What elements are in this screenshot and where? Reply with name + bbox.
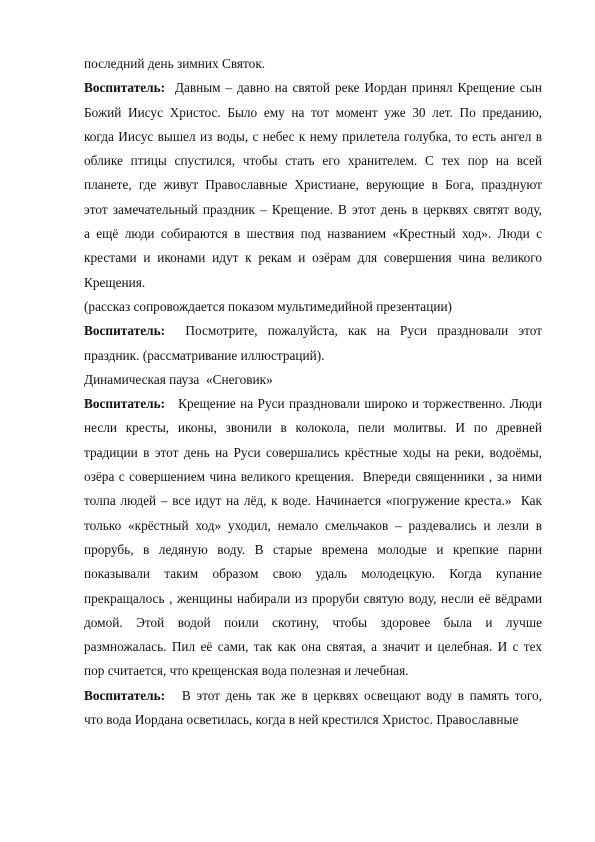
line-text: озёра с совершением чина великого крещения. Впереди священники , за ними: [84, 469, 542, 485]
line-text: Божий Иисус Христос. Было ему на тот момент уже 30 лет. По преданию,: [84, 104, 542, 120]
line-text: крестами и иконами идут к рекам и озёрам для совершения чина великого: [84, 250, 542, 266]
text-line: [84, 319, 542, 343]
document-body: [84, 52, 542, 732]
line-text: Давным – давно на святой реке Иордан принял Крещение сын: [165, 80, 542, 96]
line-text: облике птицы спустился, чтобы стать его хранителем. С тех пор на всей: [84, 153, 542, 169]
text-line: [84, 441, 542, 465]
speaker-label: Воспитатель:: [84, 396, 166, 412]
line-text: прорубь, в ледяную воду. В старые времена молодые и крепкие парни: [84, 541, 542, 557]
line-text: когда Иисус вышел из воды, с небес к нему прилетела голубка, то есть ангел в: [84, 128, 542, 144]
text-line: [84, 635, 542, 659]
text-line: [84, 416, 542, 440]
text-line: [84, 465, 542, 489]
text-line: [84, 52, 542, 76]
line-text: праздник. (рассматривание иллюстраций).: [84, 347, 325, 363]
line-text: Крещение на Руси праздновали широко и торжественно. Люди: [165, 396, 542, 412]
text-line: [84, 149, 542, 173]
text-line: [84, 514, 542, 538]
text-line: [84, 562, 542, 586]
text-line: [84, 587, 542, 611]
line-text: последний день зимних Святок.: [84, 56, 266, 71]
text-line: [84, 489, 542, 513]
text-line: [84, 295, 542, 319]
line-text: размножалась. Пил её сами, так как она святая, а значит и целебная. И с тех: [84, 639, 542, 655]
line-text: В этот день так же в церквях освещают воду в память того,: [165, 687, 542, 703]
text-line: [84, 368, 542, 392]
text-line: [84, 246, 542, 270]
line-text: Посмотрите, пожалуйста, как на Руси праздновали этот: [165, 323, 542, 339]
line-text: а ещё люди собираются в шествия под названием «Крестный ход». Люди с: [84, 226, 542, 242]
text-line: [84, 222, 542, 246]
speaker-label: Воспитатель:: [84, 687, 166, 703]
line-text: что вода Иордана осветилась, когда в ней крестился Христос. Православные: [84, 712, 519, 728]
speaker-label: Воспитатель:: [84, 80, 166, 96]
line-text: этот замечательный праздник – Крещение. В этот день в церквях святят воду,: [84, 201, 542, 217]
line-text: пор считается, что крещенская вода полезная и лечебная.: [84, 663, 409, 679]
line-text: планете, где живут Православные Христиане, верующие в Бога, празднуют: [84, 177, 542, 193]
text-line: [84, 173, 542, 197]
text-line: [84, 344, 542, 368]
text-line: [84, 392, 542, 416]
line-text: несли кресты, иконы, звонили в колокола, пели молитвы. И по древней: [84, 420, 542, 436]
line-text: традиции в этот день на Руси совершались крёстные ходы на реки, водоёмы,: [84, 444, 542, 460]
line-text: домой. Этой водой поили скотину, чтобы здоровее была и лучше: [84, 614, 542, 630]
text-line: [84, 708, 542, 732]
line-text: толпа людей – все идут на лёд, к воде. Начинается «погружение креста.» Как: [84, 493, 542, 509]
line-text: показывали таким образом свою удаль молодецкую. Когда купание: [84, 566, 542, 582]
text-line: [84, 538, 542, 562]
line-text: только «крёстный ход» уходил, немало смельчаков – раздевались и лезли в: [84, 517, 542, 533]
text-line: [84, 125, 542, 149]
text-line: [84, 611, 542, 635]
text-line: [84, 76, 542, 100]
line-text: (рассказ сопровождается показом мультимедийной презентации): [84, 298, 452, 314]
line-text: Крещения.: [84, 274, 146, 290]
text-line: [84, 684, 542, 708]
line-text: Динамическая пауза «Снеговик»: [84, 371, 273, 387]
speaker-label: Воспитатель:: [84, 323, 166, 339]
text-line: [84, 659, 542, 683]
text-line: [84, 271, 542, 295]
line-text: прекращалось , женщины набирали из проруби святую воду, несли её вёдрами: [84, 590, 542, 606]
text-line: [84, 101, 542, 125]
text-line: [84, 198, 542, 222]
